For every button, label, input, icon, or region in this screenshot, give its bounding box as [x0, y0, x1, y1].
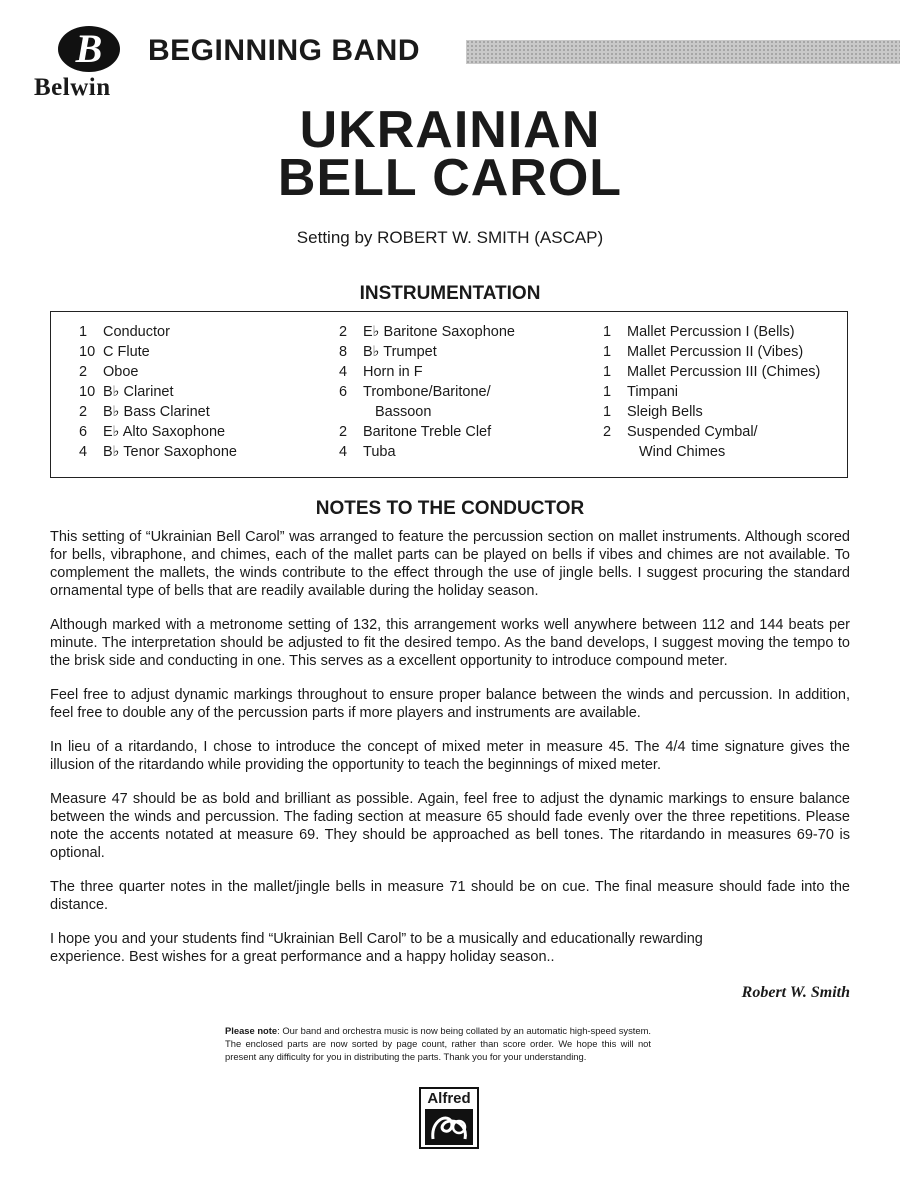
instrument-name: B♭ Clarinet [103, 384, 174, 400]
instrument-item [339, 442, 515, 462]
notes-paragraph: Feel free to adjust dynamic markings throughout to ensure proper balance between the winds and percussion. In addition, feel free to double any of the percussion parts if more players and instruments are available. [50, 687, 850, 721]
instrument-qty: 6 [79, 424, 88, 440]
instrument-qty: 1 [603, 364, 612, 380]
instrument-qty: 2 [339, 324, 348, 340]
title-line-1: UKRAINIAN [299, 101, 601, 159]
instrument-item [339, 322, 515, 342]
notes-paragraph: The three quarter notes in the mallet/jingle bells in measure 71 should be on cue. The final measure should fade into the distance. [50, 879, 850, 913]
please-note-label: Please note [225, 1025, 278, 1036]
belwin-logo-icon: B [58, 26, 120, 72]
notes-paragraph: Measure 47 should be as bold and brilliant as possible. Again, feel free to adjust the dynamic markings to ensure balance between the winds and percussion. The fading section at measure 65 should fade evenly over the three repetitions. Please note the accents notated at measure 69. They should be approached as bell tones. The ritardando in measures 69-70 is optional. [50, 791, 850, 861]
setting-credit: Setting by ROBERT W. SMITH (ASCAP) [296, 228, 604, 247]
notes-paragraph: This setting of “Ukrainian Bell Carol” was arranged to feature the percussion section on mallet instruments. Although scored for bells, vibraphone, and chimes, each of the mallet parts can be played on bells if vibes and chimes are not available. To complement the mallets, the winds contribute to the effect through the use of jingle bells. I suggest procuring the standard ornamental type of bells that are readily available during the holiday season. [50, 529, 850, 599]
notes-body [50, 528, 850, 982]
instrument-name: Mallet Percussion III (Chimes) [627, 364, 821, 380]
instrument-qty: 2 [79, 404, 88, 420]
series-title: BEGINNING BAND [148, 34, 421, 67]
publisher-name: Belwin [34, 74, 111, 101]
instrument-name: Sleigh Bells [627, 404, 703, 420]
notes-paragraph: I hope you and your students find “Ukrainian Bell Carol” to be a musically and educationally rewarding experience. Best wishes for a great performance and a happy holiday season.. [50, 931, 703, 965]
instrument-item [79, 422, 237, 442]
instrument-qty: 2 [79, 364, 88, 380]
instrument-item [79, 322, 237, 342]
instrumentation-column-2 [339, 322, 515, 462]
instrument-item [339, 362, 515, 382]
instrument-qty: 1 [603, 324, 612, 340]
instrument-item [339, 342, 515, 362]
signature: Robert W. Smith [741, 984, 850, 1001]
alfred-swirl-icon [425, 1109, 473, 1145]
instrument-name: Mallet Percussion II (Vibes) [627, 344, 804, 360]
instrument-item [603, 382, 820, 402]
instrument-item [79, 342, 237, 362]
instrument-item [603, 362, 820, 382]
instrument-name: Timpani [627, 384, 679, 400]
please-note-text: : Our band and orchestra music is now being collated by an automatic high-speed system. The enclosed parts are now sorted by page count, rather than score order. We hope this will not present any difficulty for you in distributing the parts. Thank you for your understanding. [225, 1025, 651, 1062]
series-bar [466, 40, 900, 64]
instrument-item [339, 422, 515, 442]
instrument-qty: 1 [603, 404, 612, 420]
instrument-name: Baritone Treble Clef [363, 424, 492, 440]
instrument-name: E♭ Baritone Saxophone [363, 324, 515, 340]
instrument-qty: 2 [339, 424, 348, 440]
instrument-name: E♭ Alto Saxophone [103, 424, 226, 440]
instrument-item [603, 402, 820, 422]
instrument-qty: 1 [603, 344, 612, 360]
instrument-qty: 1 [603, 384, 612, 400]
instrument-qty: 4 [339, 364, 348, 380]
please-note [225, 1024, 651, 1063]
instrument-qty: 4 [79, 444, 88, 460]
instrument-item [79, 362, 237, 382]
instrumentation-heading: INSTRUMENTATION [359, 283, 541, 304]
instrument-qty: 10 [79, 344, 96, 360]
instrument-item [79, 402, 237, 422]
instrumentation-box [50, 311, 848, 478]
page-header [30, 22, 900, 102]
instrument-qty: 10 [79, 384, 96, 400]
instrument-item [79, 442, 237, 462]
instrument-name: Tuba [363, 444, 396, 460]
instrument-name-continued: Bassoon [375, 404, 432, 420]
title-line-2: BELL CAROL [277, 149, 623, 207]
instrumentation-column-3 [603, 322, 820, 462]
instrument-name: B♭ Bass Clarinet [103, 404, 210, 420]
instrument-item [603, 342, 820, 362]
instrument-qty: 4 [339, 444, 348, 460]
instrument-name: Suspended Cymbal/ [627, 424, 758, 440]
instrument-item [79, 382, 237, 402]
alfred-logo-text: Alfred [427, 1090, 471, 1107]
instrumentation-column-1 [79, 322, 237, 462]
instrument-name: Conductor [103, 324, 170, 340]
instrument-qty: 6 [339, 384, 348, 400]
instrument-name: Horn in F [363, 364, 423, 380]
instrument-name: Oboe [103, 364, 139, 380]
instrument-qty: 1 [79, 324, 88, 340]
instrument-name: C Flute [103, 344, 150, 360]
alfred-mark-icon [425, 1109, 473, 1145]
instrument-qty: 2 [603, 424, 612, 440]
notes-paragraph: In lieu of a ritardando, I chose to introduce the concept of mixed meter in measure 45. The 4/4 time signature gives the illusion of the ritardando while providing the opportunity to teach the beginnings of mixed meter. [50, 739, 850, 773]
instrument-item [339, 382, 515, 402]
instrument-item [603, 322, 820, 342]
alfred-logo [419, 1087, 479, 1149]
instrument-name-continued: Wind Chimes [639, 444, 726, 460]
instrument-name: B♭ Tenor Saxophone [103, 444, 237, 460]
notes-paragraph: Although marked with a metronome setting of 132, this arrangement works well anywhere between 112 and 144 beats per minute. The interpretation should be adjusted to fit the desired tempo. As the band develops, I suggest moving the tempo to the brisk side and conducting in one. This serves as a excellent opportunity to introduce compound meter. [50, 617, 850, 669]
instrument-name: Mallet Percussion I (Bells) [627, 324, 795, 340]
instrument-name: Trombone/Baritone/ [363, 384, 491, 400]
instrument-item [603, 422, 820, 442]
instrument-name: B♭ Trumpet [363, 344, 437, 360]
instrument-qty: 8 [339, 344, 348, 360]
notes-heading: NOTES TO THE CONDUCTOR [315, 498, 585, 519]
